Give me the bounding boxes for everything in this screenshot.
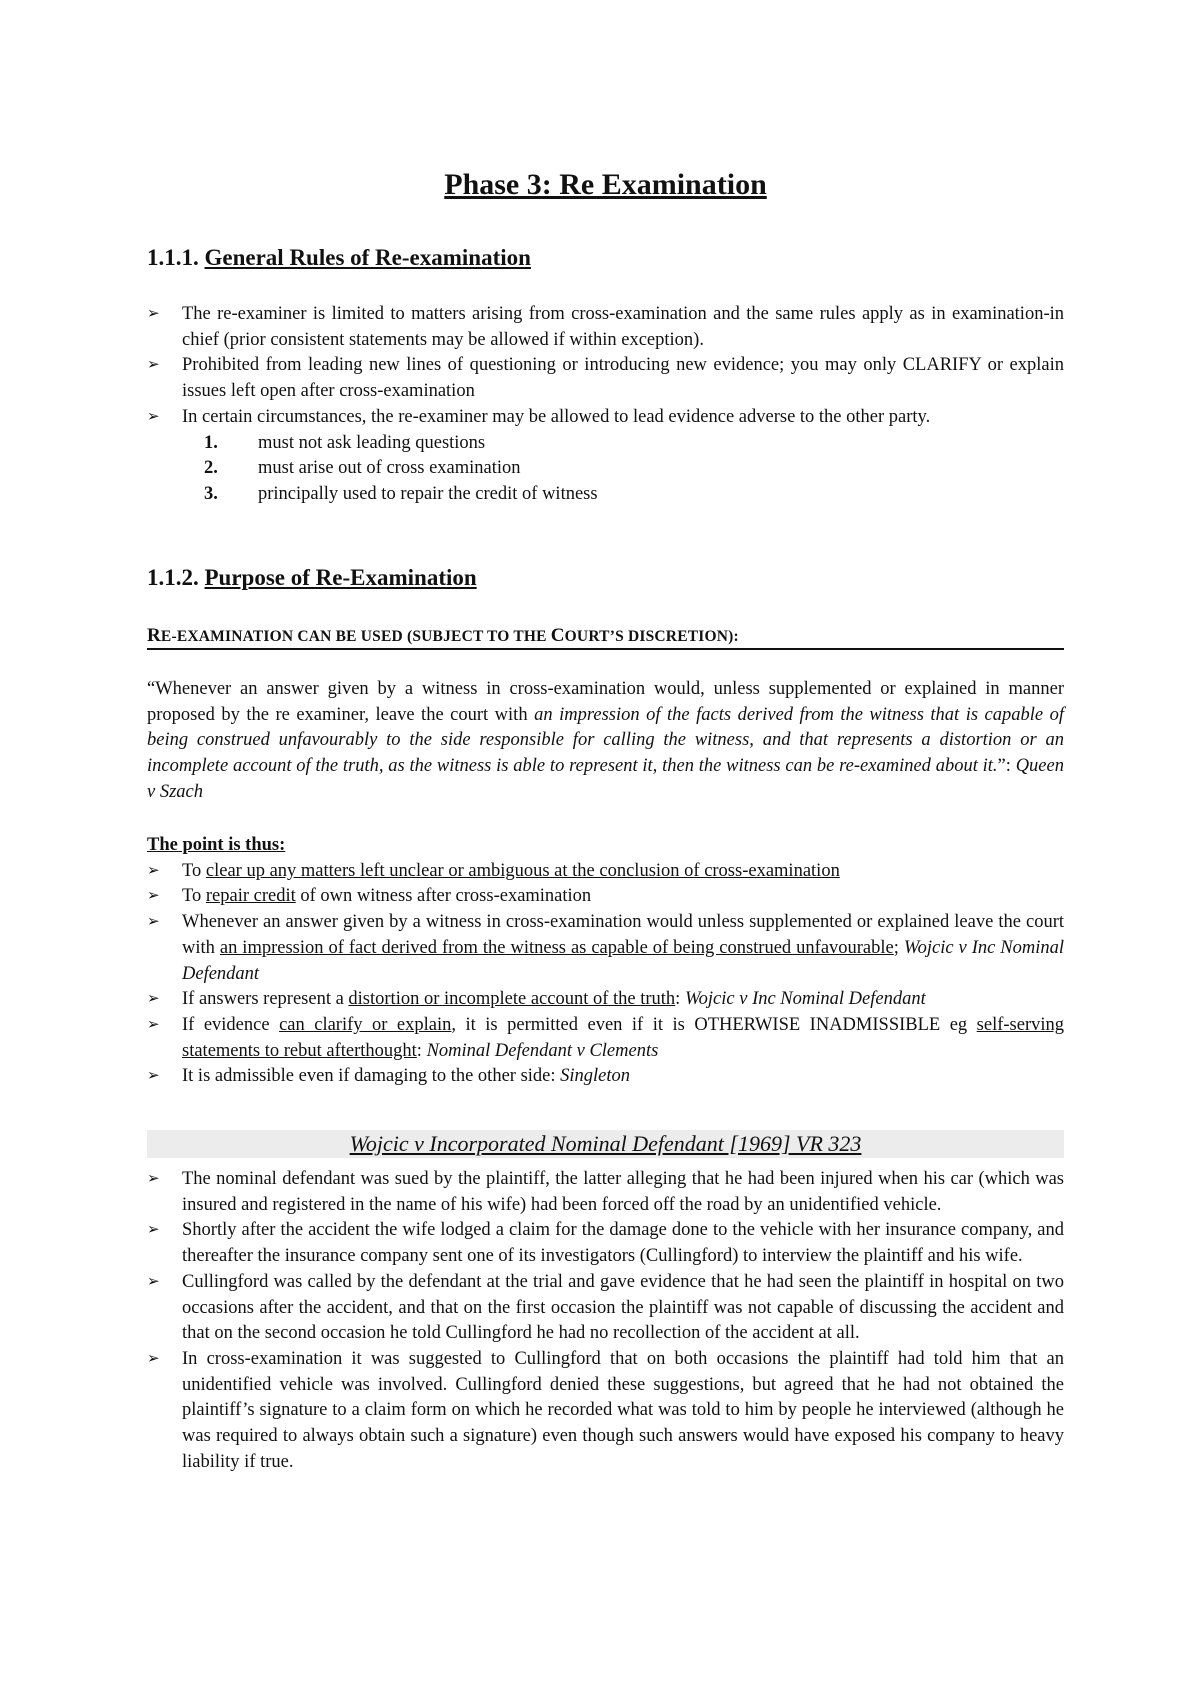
list-item [147,859,1064,885]
section-title: Purpose of Re-Examination [204,565,477,590]
section-number: 1.1.1. [147,245,199,270]
case-facts-list [147,1167,1064,1475]
text: ; [893,937,904,958]
point-block [147,833,1064,1090]
list-item: ➢ In certain circumstances, the re-examiner may be allowed to lead evidence adverse to the other party. [147,405,1064,431]
item-text: must not ask leading questions [258,432,486,453]
underlined-text: distortion or incomplete account of the truth [348,989,676,1010]
item-text: must arise out of cross examination [258,458,521,479]
text: of own witness after cross-examination [295,886,592,907]
section-title: General Rules of Re-examination [204,245,531,270]
list-item: ➢ Prohibited from leading new lines of questioning or introducing new evidence; you may only CLARIFY or explain issues left open after cross-examination [147,353,1064,404]
list-item [147,884,1064,910]
caps-text: E-EXAMINATION CAN BE USED (SUBJECT TO THE [160,628,551,645]
case-block [147,1167,1064,1475]
case-citation: Singleton [560,1066,631,1087]
small-caps-subheading [147,625,1064,650]
section-heading-purpose [147,565,477,591]
list-item [147,987,1064,1013]
caps-initial: R [147,625,161,646]
underlined-text: repair credit [205,886,296,907]
text: : [416,1040,427,1061]
underlined-text: self-serving statements to rebut afterthought [182,1014,1065,1061]
text: To [182,860,206,881]
text: If evidence [182,1014,280,1035]
list-item [147,910,1064,987]
general-rules-block [147,302,1064,508]
text: : [675,989,685,1010]
underlined-text: clear up any matters left unclear or ambiguous at the conclusion of cross-examination [205,860,840,881]
point-heading: The point is thus: [147,835,286,855]
caps-initial: C [550,625,565,646]
case-heading: Wojcic v Incorporated Nominal Defendant [1969] VR 323 [147,1130,1064,1158]
text: Whenever an answer given by a witness in cross-examination would unless supplemented or explained leave the court with [182,912,1064,958]
list-item: ➢ Shortly after the accident the wife lodged a claim for the damage done to the vehicle with her insurance company, and thereafter the insurance company sent one of its investigators (Cullingford) to interview the plaintiff and his wife. [147,1218,1064,1269]
list-item: ➢ The nominal defendant was sued by the plaintiff, the latter alleging that he had been injured when his car (which was insured and registered in the name of his wife) had been forced off the road by an unidentified vehicle. [147,1167,1064,1218]
item-number: 3. [204,483,218,504]
list-item [204,456,1064,482]
quote-text: “Whenever an answer given by a witness in cross-examination would, unless supplemented or explained in manner proposed by the re examiner, leave the court with [147,679,1064,725]
list-item [147,1064,1064,1090]
underlined-text: an impression of fact derived from the witness as capable of being construed unfavourable [219,937,894,958]
underlined-text: can clarify or explain [279,1014,452,1035]
text: If answers represent a [182,989,349,1010]
section-heading-general-rules [147,245,531,271]
item-number: 2. [204,458,218,479]
case-citation: Wojcic v Inc Nominal Defendant [684,989,926,1010]
case-citation: Queen v Szach [147,756,1064,802]
quote-text: ”: [997,756,1016,777]
quote-italic-text: an impression of the facts derived from the witness that is capable of being construed unfavourably to the side responsible for calling the witness, and that represents a distortion or an incomplete account of the truth, as the witness is able to represent it, then the witness can be re-examined about it. [147,704,1064,777]
case-citation: Nominal Defendant v Clements [426,1040,659,1061]
szach-quote [147,677,1064,806]
general-rules-list [147,302,1064,431]
section-number: 1.1.2. [147,565,199,590]
text: To [182,886,206,907]
page-title: Phase 3: Re Examination [444,168,767,201]
text: It is admissible even if damaging to the other side: [182,1066,561,1087]
point-list [147,859,1064,1090]
caps-text: OURT’S DISCRETION): [564,628,739,645]
case-citation: Wojcic v Inc Nominal Defendant [182,937,1065,984]
list-item [204,482,1064,508]
item-text: principally used to repair the credit of witness [258,483,598,504]
numbered-rules-list [147,431,1064,508]
list-item: ➢ Cullingford was called by the defendant at the trial and gave evidence that he had seen the plaintiff in hospital on two occasions after the accident, and that on the first occasion the plaintiff was not capable of discussing the accident and that on the second occasion he told Cullingford he had no recollection of the accident at all. [147,1270,1064,1347]
item-number: 1. [204,432,218,453]
list-item [147,1013,1064,1064]
list-item [204,431,1064,457]
list-item: ➢ The re-examiner is limited to matters arising from cross-examination and the same rules apply as in examination-in chief (prior consistent statements may be allowed if within exception). [147,302,1064,353]
list-item: ➢ In cross-examination it was suggested to Cullingford that on both occasions the plaintiff had told him that an unidentified vehicle was involved. Cullingford denied these suggestions, but agreed that he had not obtained the plaintiff’s signature to a claim form on which he recorded what was told to him by people he interviewed (although he was required to always obtain such a signature) even though such answers would have exposed his company to heavy liability if true. [147,1347,1064,1476]
text: , it is permitted even if it is OTHERWISE INADMISSIBLE eg [451,1014,977,1035]
